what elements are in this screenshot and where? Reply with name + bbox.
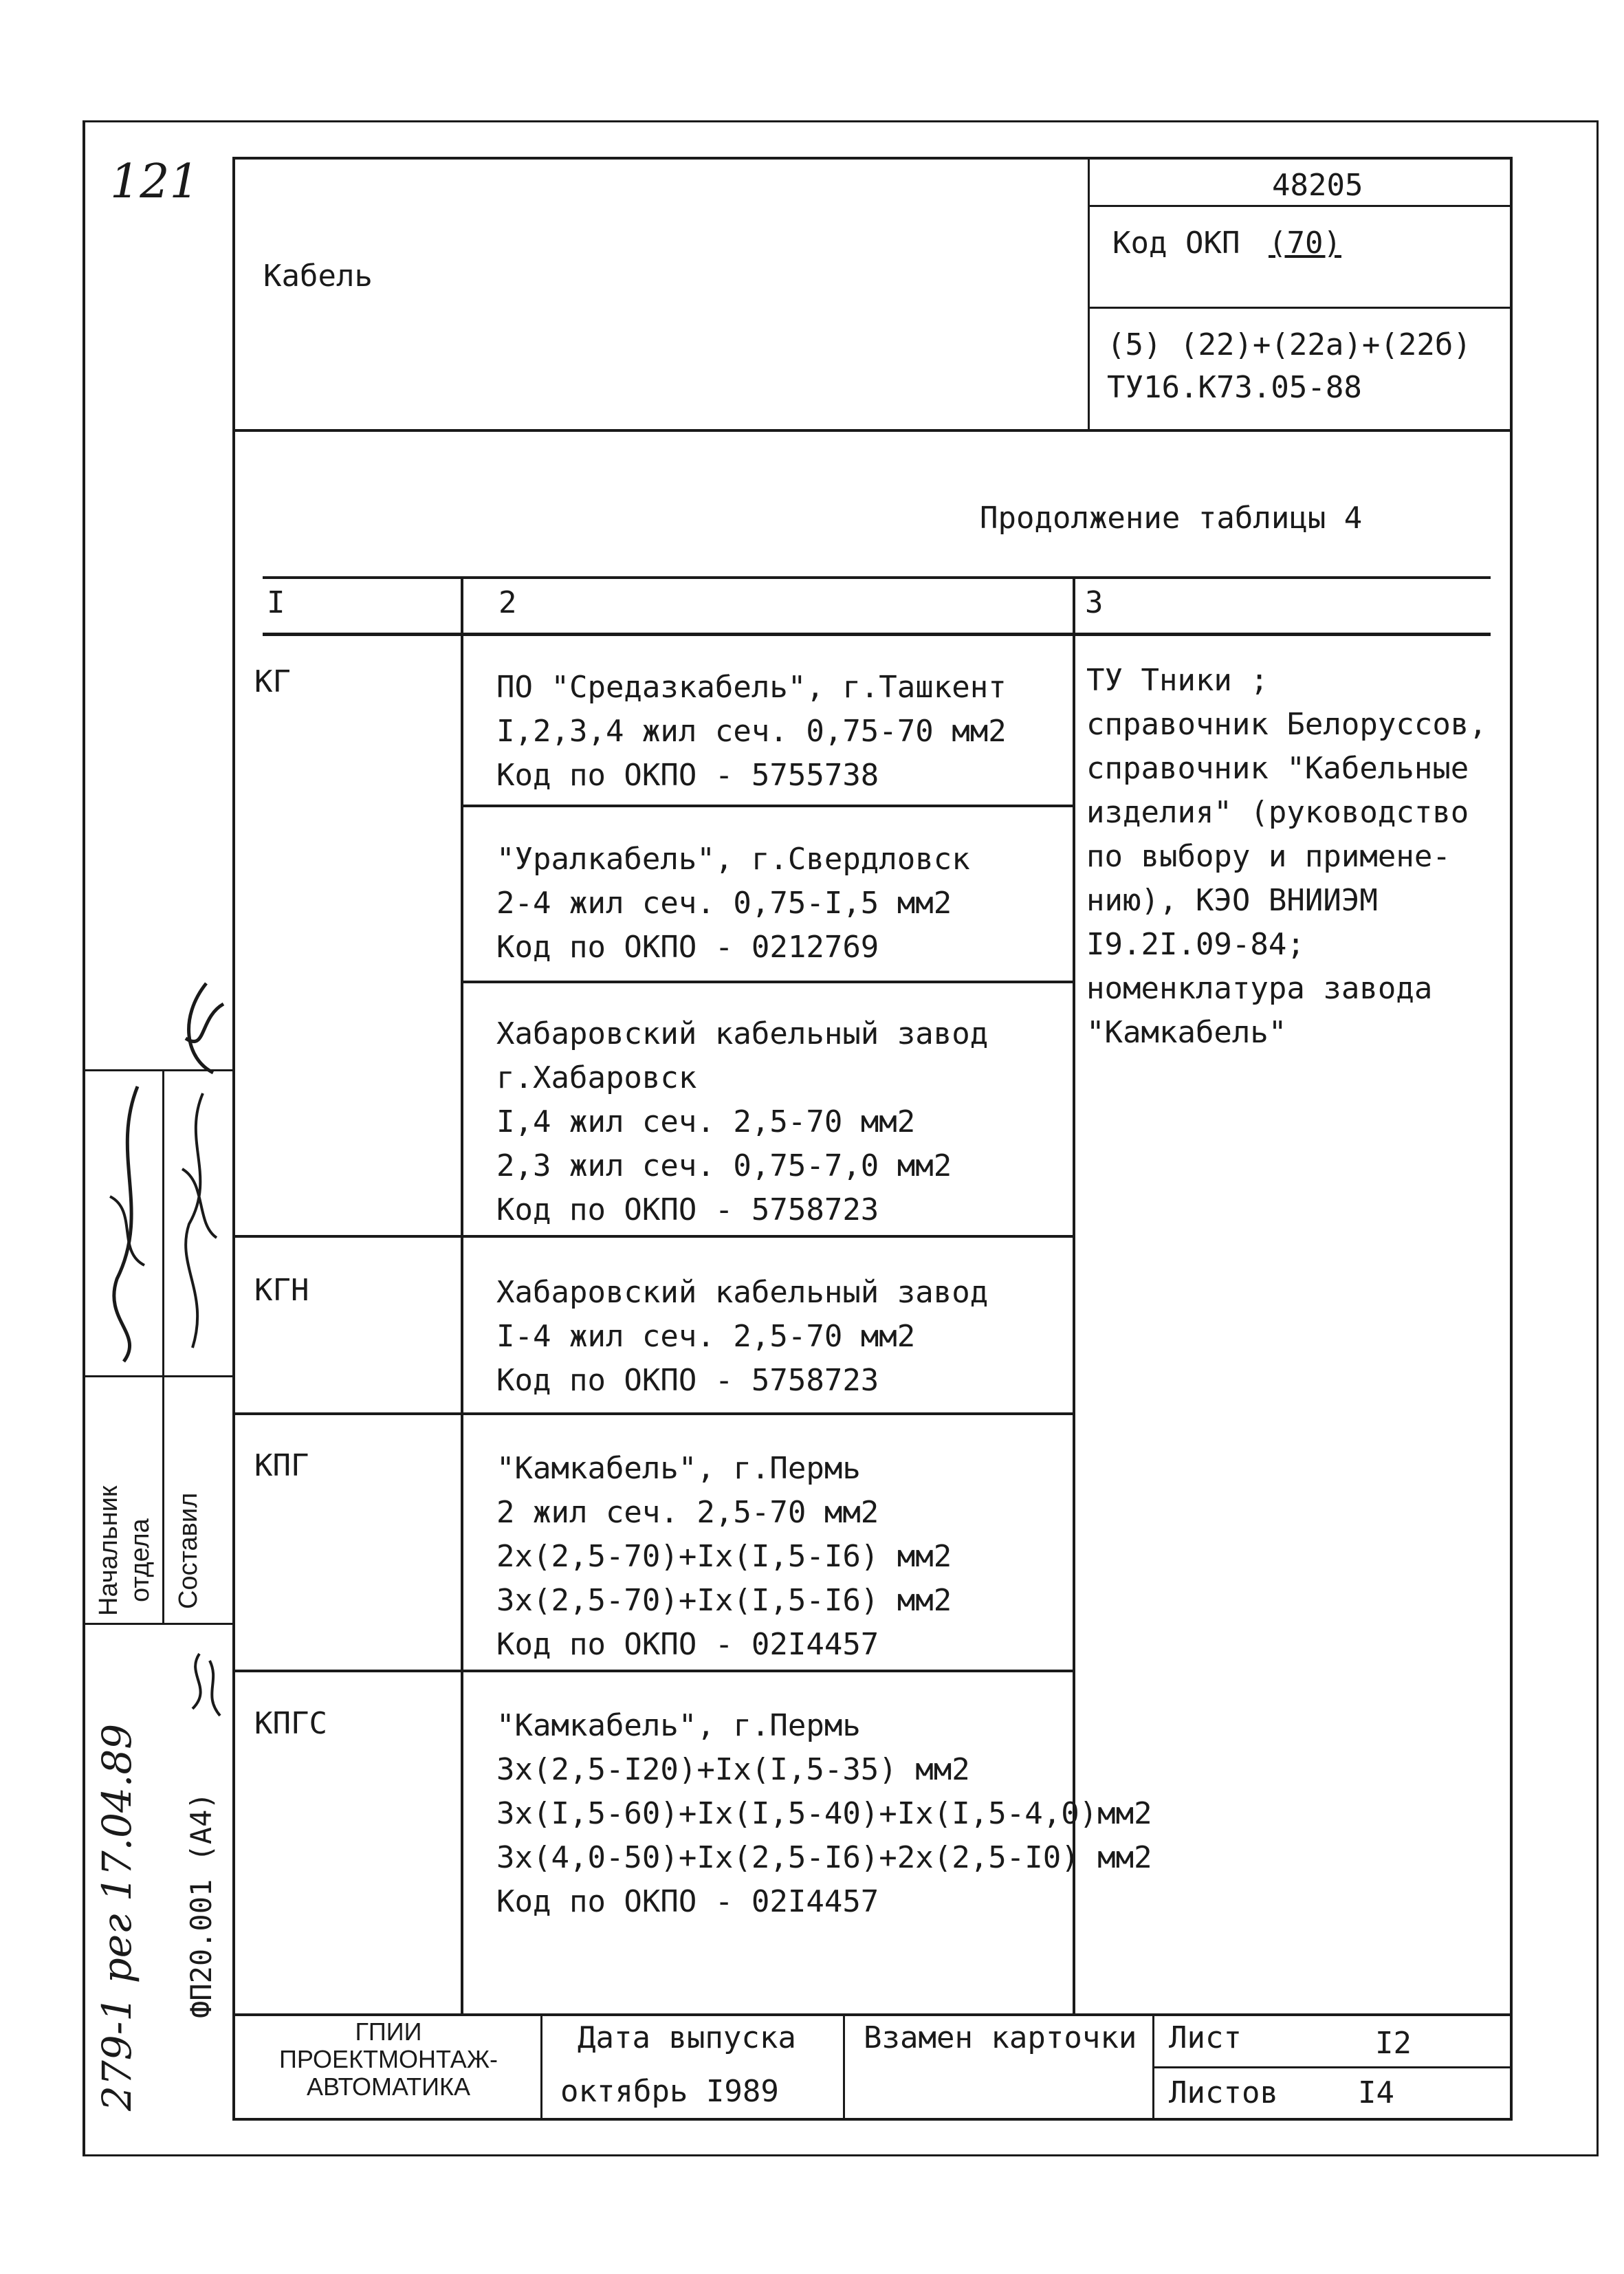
- sheets-label: Листов: [1169, 2075, 1278, 2110]
- references-block: [1086, 659, 1487, 1055]
- maker-line: 2 жил сеч. 2,5-70 мм2: [496, 1495, 879, 1530]
- maker-block: [496, 1704, 1152, 1924]
- header-divider-vertical: [1088, 157, 1090, 430]
- row-code: КГ: [254, 664, 291, 699]
- footer-sheet-rule: [1152, 2066, 1511, 2068]
- side-strip-rule: [85, 1623, 232, 1625]
- maker-block: [496, 666, 1007, 798]
- header-bottom-rule: [232, 429, 1513, 432]
- side-strip-divider: [162, 1069, 164, 1623]
- compiler-label: Составил: [174, 1492, 203, 1609]
- side-strip-rule: [85, 1375, 232, 1377]
- column-divider-1: [461, 576, 463, 2013]
- org-line: ГПИИ: [355, 2018, 422, 2046]
- outer-frame-right: [1596, 120, 1599, 2156]
- okp-value: (70): [1269, 226, 1341, 261]
- card-frame-left: [232, 157, 235, 2120]
- maker-line: 2-4 жил сеч. 0,75-I,5 мм2: [496, 886, 952, 921]
- row-separator: [461, 981, 1074, 983]
- card-frame-right: [1510, 157, 1513, 2120]
- maker-line: Код по ОКПО - 02I4457: [496, 1884, 879, 1919]
- row-code: КПГ: [254, 1448, 309, 1483]
- table-top-rule: [263, 576, 1491, 579]
- row-code: КПГС: [254, 1706, 327, 1741]
- reference-line: по выбору и примене-: [1086, 839, 1451, 874]
- maker-line: г.Хабаровск: [496, 1060, 697, 1095]
- row-code: КГН: [254, 1273, 309, 1308]
- maker-line: 3х(2,5-I20)+Iх(I,5-35) мм2: [496, 1752, 970, 1787]
- maker-line: Код по ОКПО - 0212769: [496, 930, 879, 965]
- outer-frame-left: [83, 120, 85, 2156]
- signature-head: [96, 1073, 158, 1368]
- handwritten-note: 279-1 рег 17.04.89: [94, 1723, 140, 2111]
- row-separator: [235, 1412, 1074, 1415]
- row-separator: [235, 1235, 1074, 1238]
- tu-number: ТУ16.К73.05-88: [1107, 370, 1362, 405]
- row-separator: [235, 1670, 1074, 1672]
- reference-line: нию), КЭО ВНИИЭМ: [1086, 883, 1378, 918]
- maker-line: Код по ОКПО - 02I4457: [496, 1627, 879, 1662]
- table-header-rule: [263, 633, 1491, 636]
- card-frame-bottom: [232, 2118, 1513, 2121]
- header-okp-rule: [1088, 307, 1511, 309]
- row-separator: [461, 805, 1074, 807]
- maker-block: [496, 1271, 988, 1403]
- outer-frame-bottom: [83, 2154, 1599, 2156]
- reference-line: "Камкабель": [1086, 1015, 1287, 1050]
- signature-top: [158, 976, 234, 1080]
- table-caption: Продолжение таблицы 4: [980, 501, 1363, 536]
- maker-block: [496, 838, 970, 970]
- product-code: 48205: [1272, 168, 1363, 203]
- replace-label: Взамен карточки: [864, 2020, 1137, 2055]
- signature-compiler: [168, 1086, 230, 1362]
- maker-line: 2х(2,5-70)+Iх(I,5-I6) мм2: [496, 1539, 952, 1574]
- maker-block: [496, 1447, 952, 1667]
- maker-line: ПО "Средазкабель", г.Ташкент: [496, 670, 1007, 705]
- reference-line: I9.2I.09-84;: [1086, 927, 1305, 962]
- reference-line: справочник "Кабельные: [1086, 751, 1469, 786]
- footer-divider: [843, 2013, 845, 2119]
- maker-line: I,4 жил сеч. 2,5-70 мм2: [496, 1104, 916, 1139]
- maker-line: 2,3 жил сеч. 0,75-7,0 мм2: [496, 1148, 952, 1183]
- maker-line: 3х(4,0-50)+Iх(2,5-I6)+2х(2,5-I0) мм2: [496, 1840, 1152, 1875]
- head-label: отдела: [126, 1518, 155, 1602]
- outer-frame-top: [83, 120, 1599, 122]
- date-label: Дата выпуска: [578, 2020, 796, 2055]
- product-name: Кабель: [263, 259, 373, 294]
- doc-code: ФП20.001 (А4): [184, 1792, 218, 2018]
- reference-line: номенклатура завода: [1086, 971, 1433, 1006]
- maker-line: Код по ОКПО - 5758723: [496, 1192, 879, 1227]
- date-value: октябрь I989: [560, 2074, 779, 2109]
- head-label: Начальник: [94, 1485, 123, 1616]
- okp-label: Код ОКП: [1112, 226, 1240, 261]
- reference-line: справочник Белоруссов,: [1086, 707, 1487, 742]
- maker-line: "Уралкабель", г.Свердловск: [496, 842, 970, 877]
- maker-line: I,2,3,4 жил сеч. 0,75-70 мм2: [496, 714, 1007, 749]
- card-frame-top: [232, 157, 1511, 160]
- reference-line: изделия" (руководство: [1086, 795, 1469, 830]
- column-header-1: I: [267, 585, 285, 620]
- maker-line: 3х(I,5-60)+Iх(I,5-40)+Iх(I,5-4,0)мм2: [496, 1796, 1152, 1831]
- maker-line: Код по ОКПО - 5758723: [496, 1363, 879, 1398]
- org-line: ПРОЕКТМОНТАЖ-: [278, 2045, 498, 2073]
- footer-divider: [540, 2013, 542, 2119]
- signature-bottom: [179, 1647, 234, 1723]
- maker-line: Код по ОКПО - 5755738: [496, 758, 879, 793]
- maker-line: "Камкабель", г.Пермь: [496, 1451, 861, 1486]
- classification-line: (5) (22)+(22а)+(22б): [1107, 327, 1471, 362]
- sheets-value: I4: [1358, 2075, 1394, 2110]
- maker-block: [496, 1012, 988, 1232]
- sheet-value: I2: [1375, 2026, 1412, 2061]
- maker-line: Хабаровский кабельный завод: [496, 1016, 989, 1051]
- column-header-3: 3: [1085, 585, 1104, 620]
- maker-line: 3х(2,5-70)+Iх(I,5-I6) мм2: [496, 1583, 952, 1618]
- org-block: [237, 2018, 540, 2101]
- page-number: 121: [110, 155, 199, 209]
- reference-line: ТУ Тники ;: [1086, 663, 1269, 698]
- maker-line: "Камкабель", г.Пермь: [496, 1708, 861, 1743]
- maker-line: I-4 жил сеч. 2,5-70 мм2: [496, 1319, 916, 1354]
- org-line: АВТОМАТИКА: [306, 2073, 471, 2101]
- sheet-label: Лист: [1169, 2020, 1242, 2055]
- maker-line: Хабаровский кабельный завод: [496, 1275, 989, 1310]
- column-header-2: 2: [498, 585, 517, 620]
